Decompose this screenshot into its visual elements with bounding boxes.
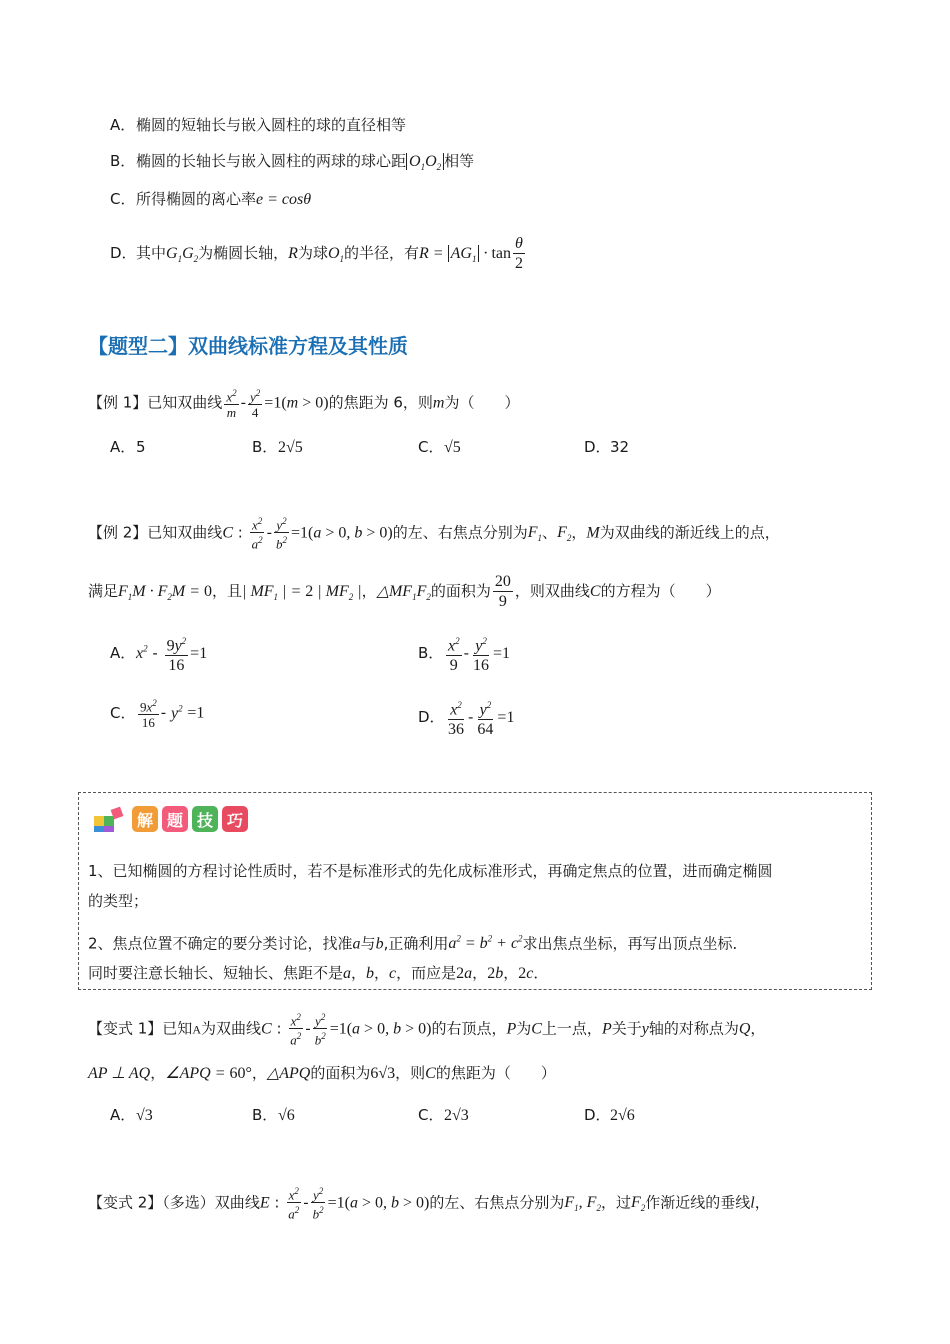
ex2-choice-b: B． $\frac{x^2}{9}$ - $\frac{y^2}{16}$ =1 — [418, 632, 510, 675]
ex2-choice-d: D． $\frac{x^2}{36}$ - $\frac{y^2}{64}$ =1 — [418, 696, 514, 739]
ex1-choice-a: A．5 — [110, 438, 146, 456]
section-title: 【题型二】双曲线标准方程及其性质 — [88, 334, 408, 358]
example-2-line2: 满足$F_1M \cdot F_2M = 0$，且| $MF_1$ | = 2 | $MF_2$ |，$\triangle MF_1F_2$的面积为 $\frac{20}{9}$ ，则双曲线C的方程为（ ） — [88, 573, 721, 610]
var1-choice-b: B．√6 — [252, 1106, 295, 1124]
tip-p2: 2、焦点位置不确定的要分类讨论，找准a与b,正确利用$a^2 = b^2 + c^2$求出焦点坐标，再写出顶点坐标． — [88, 934, 748, 953]
ex1-choice-d: D．32 — [584, 438, 630, 456]
variant-1-line2: AP ⊥ AQ，∠APQ = 60°，△APQ的面积为6√3，则C的焦距为（ ） — [88, 1064, 556, 1082]
var1-choice-c: C．2√3 — [418, 1106, 469, 1124]
badge-char-3: 技 — [192, 806, 218, 832]
ex1-choice-b: B．2√5 — [252, 438, 303, 456]
puzzle-icon — [92, 804, 128, 834]
variant-2-line1: 【变式 2】（多选）双曲线E : $\frac{x^2}{a^2}$ - $\frac{y^2}{b^2}$ =1(a > 0, b > 0)的左、右焦点分别为$F_1$, $F_2$，过$F_2$作渐近线的垂线l， — [88, 1186, 770, 1222]
example-1: 【例 1】已知双曲线 $\frac{x^2}{m}$ - $\frac{y^2}{4}$ =1(m > 0)的焦距为 6，则m为（ ） — [88, 388, 520, 421]
option-a: A．椭圆的短轴长与嵌入圆柱的球的直径相等 — [110, 116, 407, 134]
ex2-choice-a: A．$x^2$ - $\frac{9y^2}{16}$ =1 — [110, 632, 207, 675]
ex1-choice-c: C．√5 — [418, 438, 461, 456]
tip-p1: 1、已知椭圆的方程讨论性质时，若不是标准形式的先化成标准形式，再确定焦点的位置，进而确定椭圆 — [88, 862, 773, 880]
ex2-choice-c: C． $\frac{9x^2}{16}$ - $y^2 =1$ — [110, 698, 205, 731]
tips-badge — [92, 804, 248, 834]
option-b: B．椭圆的长轴长与嵌入圆柱的两球的球心距 $O_1O_2$ 相等 — [110, 152, 475, 173]
tip-p3: 同时要注意长轴长、短轴长、焦距不是a，b，c，而应是2a，2b，2c． — [88, 964, 549, 982]
option-d: D．其中$G_1G_2$为椭圆长轴，R为球$O_1$的半径，有$R = AG_1 \cdot \tan$ $\frac{\theta}{2}$ — [110, 235, 523, 272]
badge-char-1: 解 — [132, 806, 158, 832]
var1-choice-a: A．√3 — [110, 1106, 153, 1124]
tip-p1b: 的类型； — [88, 892, 149, 910]
variant-1-line1: 【变式 1】已知A为双曲线C : $\frac{x^2}{a^2}$ - $\frac{y^2}{b^2}$ =1(a > 0, b > 0)的右顶点，P为C上一点，P关于y轴的对称点为Q， — [88, 1012, 766, 1048]
example-2-line1: 【例 2】已知双曲线C : $\frac{x^2}{a^2}$ - $\frac{y^2}{b^2}$ =1(a > 0, b > 0)的左、右焦点分别为$F_1$、$F_2$，M为双曲线的渐近线上的点， — [88, 516, 780, 552]
option-c: C．所得椭圆的离心率e = cosθ — [110, 190, 312, 208]
badge-char-4: 巧 — [222, 806, 248, 832]
badge-char-2: 题 — [162, 806, 188, 832]
var1-choice-d: D．2√6 — [584, 1106, 635, 1124]
